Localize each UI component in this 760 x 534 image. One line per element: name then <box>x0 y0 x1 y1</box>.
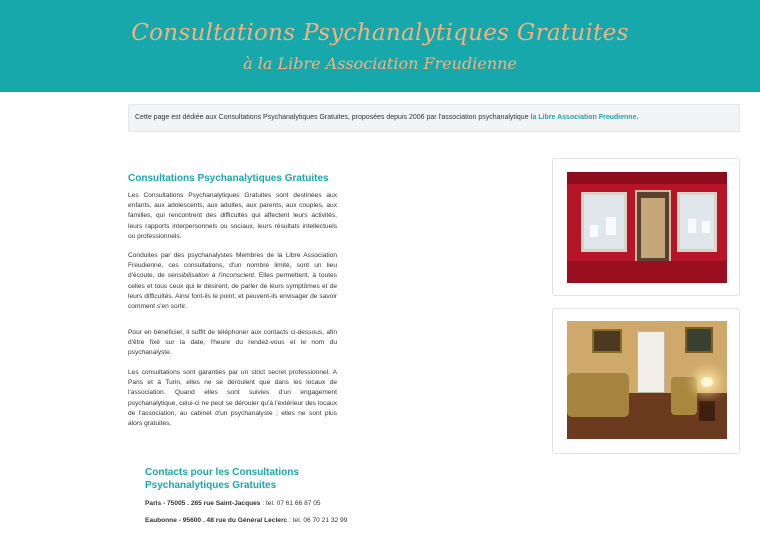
paragraph-purpose-emphasis: sensibilisation à l'inconscient <box>167 272 255 280</box>
storefront-window-left <box>581 192 627 252</box>
side-table <box>699 401 715 421</box>
notice-text: Cette page est dédiée aux Consultations Psychanalytiques Gratuites, proposées depuis 2006 par l'association psychanalytique <box>135 114 531 121</box>
armchair <box>671 377 697 415</box>
contact-paris <box>145 499 365 509</box>
storefront-window-right <box>677 192 717 252</box>
lamp <box>701 377 713 387</box>
window-display-item <box>688 219 696 233</box>
window-display-item <box>590 225 598 237</box>
interior-photo-card <box>552 308 740 454</box>
bookshelf <box>637 331 665 393</box>
paragraph-purpose-end: . Elles permettent, à toutes celles et tous ceux qui le désirent, de parler de leurs symptômes et de leurs difficultés. Ainsi font-ils le point, et peuvent-ils envisager de savoir comment s'en sortir. <box>128 272 337 311</box>
contact-eaubonne-phone[interactable]: : tel. 06 70 21 32 99 <box>287 517 348 524</box>
storefront-sign <box>567 172 727 184</box>
intro-notice <box>128 104 740 132</box>
paragraph-purpose <box>128 251 337 312</box>
painting-right <box>685 327 713 353</box>
section-title: Consultations Psychanalytiques Gratuites <box>128 173 329 184</box>
contact-paris-phone[interactable]: : tel. 07 61 66 87 05 <box>260 500 321 507</box>
paragraph-audience: Les Consultations Psychanalytiques Gratuites sont destinées aux enfants, aux adolescents, aux adultes, aux parents, aux couples, aux familles, qui rencontrent des difficultés qui affectent leurs activités, leurs rapports interpersonnels ou sociaux, leurs résultats intellectuels ou professionnels. <box>128 192 337 240</box>
contact-eaubonne-address: Eaubonne - 95600 . 48 rue du Général Leclerc <box>145 517 288 524</box>
paragraph-confidentiality: Les consultations sont garanties par un strict secret professionnel. A Paris et à Turin, elles ne se déroulent que dans les locaux de l'association. Quand elles sont suivies d'un engagement psychanalytique, celui-ci ne peut se dérouler qu'à l'extérieur des locaux de l'association, au cabinet d'un psychanalyste ; elles ne sont plus alors gratuites. <box>128 369 337 428</box>
storefront-photo <box>567 172 727 283</box>
contacts-title: Contacts pour les Consultations Psychanalytiques Gratuites <box>145 467 299 491</box>
sofa <box>567 373 629 417</box>
site-header <box>0 0 760 92</box>
storefront-base <box>567 261 727 283</box>
interior-photo <box>567 321 727 439</box>
paragraph-purpose-start: Conduites par des psychanalystes Membres de la Libre Association Freudienne, ces consultations, d'un nombre limité, sont un lieu d'écoute, de <box>128 252 337 280</box>
paragraph-booking: Pour en bénéficier, il suffit de téléphoner aux contacts ci-dessous, afin d'être fixé sur la date, l'heure du rendez-vous et le nom du psychanalyste. <box>128 329 337 357</box>
site-subtitle: à la Libre Association Freudienne <box>243 54 517 73</box>
door-glass <box>641 198 665 258</box>
storefront-photo-card <box>552 158 740 296</box>
window-display-item <box>606 217 616 235</box>
contact-eaubonne <box>145 516 365 526</box>
painting-left <box>592 329 622 353</box>
contact-paris-address: Paris - 75005 . 265 rue Saint-Jacques <box>145 500 261 507</box>
window-display-item <box>702 221 710 233</box>
site-title: Consultations Psychanalytiques Gratuites <box>131 20 629 46</box>
association-link[interactable]: la Libre Association Freudienne. <box>530 114 639 121</box>
